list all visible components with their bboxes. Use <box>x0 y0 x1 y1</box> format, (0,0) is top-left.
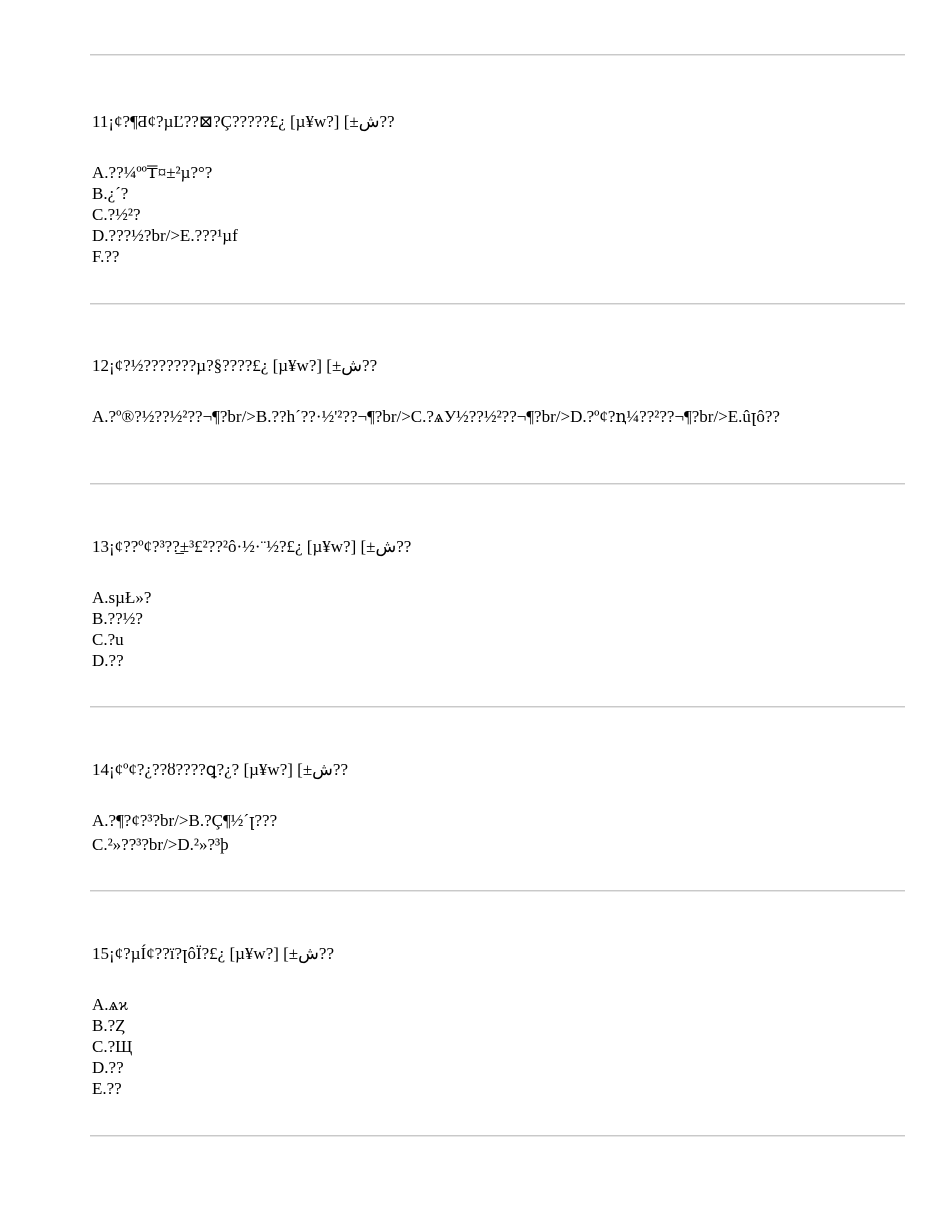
question-13 <box>92 536 892 671</box>
option-item: B.¿´? <box>92 184 129 203</box>
divider-top <box>90 54 905 56</box>
question-15 <box>92 943 892 1099</box>
option-list <box>92 994 892 1099</box>
question-14 <box>92 759 892 855</box>
option-item: B.??½? <box>92 609 143 628</box>
divider <box>90 303 905 305</box>
question-title: 14¡¢º¢?¿??ȣ????ꝗ?¿? [µ¥w?] [±ش?? <box>92 760 349 779</box>
divider <box>90 483 905 485</box>
option-item: A.??¼ºº₸¤±²µ?°? <box>92 163 213 182</box>
divider <box>90 890 905 892</box>
option-list <box>92 406 892 427</box>
question-12 <box>92 355 892 427</box>
question-title: 15¡¢?µÍ¢??ï?ꞁôÏ?£¿ [µ¥w?] [±ش?? <box>92 944 335 963</box>
option-item: D.?? <box>92 651 124 670</box>
question-title: 11¡¢?¶Ƌ¢?µĽ??⊠?Ç?????£¿ [µ¥w?] [±ش?? <box>92 112 395 131</box>
option-list <box>92 162 892 267</box>
option-item: A.ѧϰ <box>92 995 129 1014</box>
option-item: A.?¶?¢?³?br/>B.?Ç¶½´ꞁ??? <box>92 811 278 830</box>
option-item: D.?? <box>92 1058 124 1077</box>
option-item: C.²»??³?br/>D.²»?³þ <box>92 835 229 854</box>
option-item: C.?Щ <box>92 1037 133 1056</box>
option-item: C.?½²? <box>92 205 141 224</box>
option-item: F.?? <box>92 247 120 266</box>
divider <box>90 706 905 708</box>
divider-bottom <box>90 1135 905 1137</box>
question-title: 12¡¢?½???????µ?§????£¿ [µ¥w?] [±ش?? <box>92 356 378 375</box>
option-item: C.?u <box>92 630 124 649</box>
option-item: D.???½?br/>E.???¹µf <box>92 226 238 245</box>
option-item: E.?? <box>92 1079 122 1098</box>
option-list <box>92 587 892 671</box>
option-item: A.?º®?½??½²??¬¶?br/>B.??h´??·½'²??¬¶?br/>C.?ѧУ½??½²??¬¶?br/>D.?º¢?ꞑ¼??²??¬¶?br/>E.ûꞁô?? <box>92 407 780 426</box>
option-item: A.ѕµŁ»? <box>92 588 152 607</box>
question-11 <box>92 111 892 267</box>
option-item: B.?Ȥ <box>92 1016 126 1035</box>
question-title: 13¡¢??º¢?³??̲±³£²??²ô·½·¨½?£¿ [µ¥w?] [±ش?? <box>92 537 412 556</box>
option-list <box>92 810 892 855</box>
